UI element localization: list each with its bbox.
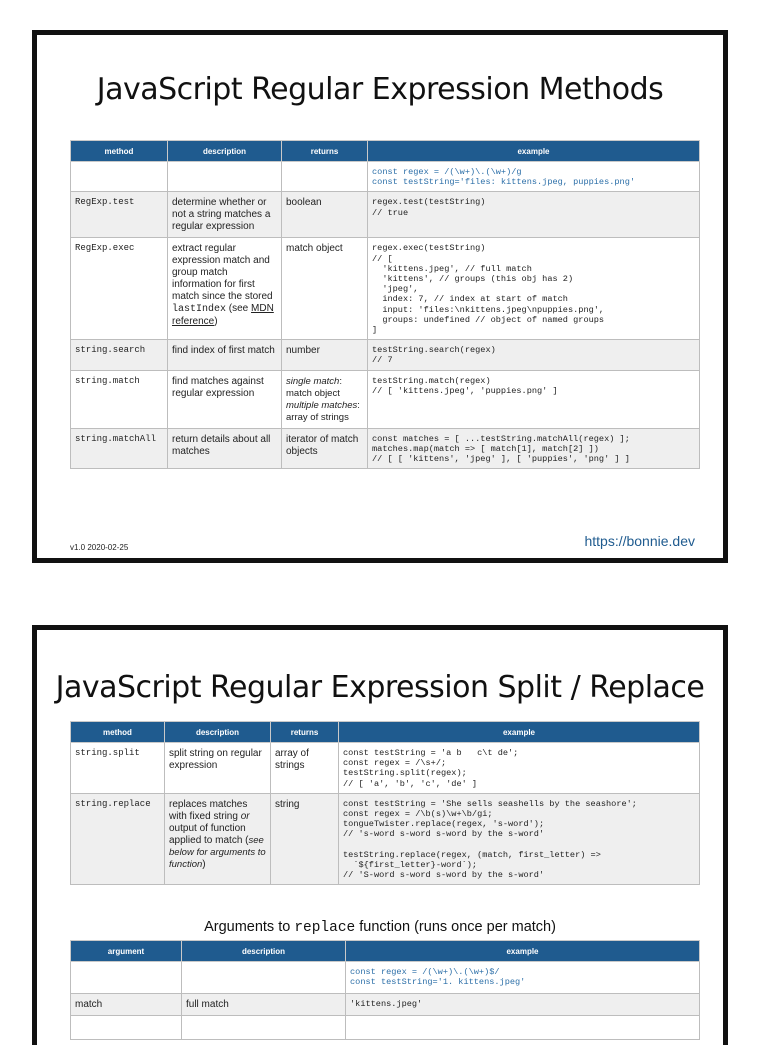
column-header-returns: returns [282, 141, 368, 162]
method-returns: match object [282, 238, 368, 340]
method-description: find index of first match [168, 340, 282, 370]
table-row [71, 962, 700, 994]
example-code: testString.search(regex) [372, 345, 496, 356]
column-header-returns: returns [271, 722, 339, 743]
method-name: string.matchAll [71, 428, 168, 469]
example-code: const testString = 'a b c\t de'; const regex = /\s+/; testString.split(regex); [343, 748, 519, 779]
column-header-example: example [368, 141, 700, 162]
example-comment: // [ 'a', 'b', 'c', 'de' ] [343, 778, 478, 789]
intro-code: const regex = /(\w+)\.(\w+)$/ const testString='1. kittens.jpeg' [350, 967, 526, 988]
argument-example: 'kittens.jpeg' [350, 999, 423, 1009]
argument-description: full match [182, 994, 346, 1016]
example-comment: // [ 'kittens.jpeg', 'puppies.png' ] [372, 385, 558, 396]
argument-name: match [71, 994, 182, 1016]
replace-arguments-table [70, 940, 700, 1040]
column-header-example: example [339, 722, 700, 743]
method-description: replaces matches with fixed string or output of function applied to match (see below for arguments to function) [165, 793, 271, 884]
method-returns: number [282, 340, 368, 370]
column-header-description: description [168, 141, 282, 162]
example-code: testString.replace(regex, (match, first_letter) => `${first_letter}-word`); [343, 849, 601, 870]
column-header-argument: argument [71, 941, 182, 962]
split-replace-table [70, 721, 700, 885]
column-header-method: method [71, 141, 168, 162]
method-returns: single match: match object multiple matches: array of strings [282, 370, 368, 428]
example-code: regex.exec(testString) [372, 243, 486, 254]
method-description: determine whether or not a string matches a regular expression [168, 192, 282, 238]
table-row [71, 370, 700, 428]
slide-title: JavaScript Regular Expression Split / Replace [55, 670, 705, 705]
method-description: extract regular expression match and group match information for first match since the stored lastIndex (see MDN reference) [168, 238, 282, 340]
intro-code: const regex = /(\w+)\.(\w+)/g const testString='files: kittens.jpeg, puppies.png' [372, 167, 636, 188]
method-description: split string on regular expression [165, 743, 271, 794]
example-code: const testString = 'She sells seashells by the seashore'; const regex = /\b(s)\w+\b/gi; tongueTwister.replace(regex, 's-word'); [343, 798, 637, 830]
example-comment: // true [372, 207, 409, 218]
table-row [71, 994, 700, 1016]
methods-table [70, 140, 700, 469]
example-comment: // 7 [372, 355, 393, 366]
method-description: find matches against regular expression [168, 370, 282, 428]
table-header-row [71, 941, 700, 962]
method-name: RegExp.exec [71, 238, 168, 340]
table-header-row [71, 722, 700, 743]
method-returns: string [271, 793, 339, 884]
example-code: const matches = [ ...testString.matchAll(regex) ]; matches.map(match => [ match[1], match[2] ]) [372, 433, 630, 454]
method-returns: iterator of match objects [282, 428, 368, 469]
table-row [71, 192, 700, 238]
table-row [71, 162, 700, 192]
slide-split-replace [32, 625, 728, 1045]
column-header-example: example [346, 941, 700, 962]
slide-title: JavaScript Regular Expression Methods [96, 72, 664, 107]
table-row [71, 743, 700, 794]
method-name: string.search [71, 340, 168, 370]
mdn-reference-link[interactable]: MDN reference [172, 303, 274, 328]
table-row [71, 340, 700, 370]
example-code: testString.match(regex) [372, 375, 491, 386]
table-row [71, 1016, 700, 1040]
example-comment: // 's-word s-word s-word by the s-word' [343, 829, 545, 840]
version-label: v1.0 2020-02-25 [70, 543, 129, 552]
example-comment: // [ [ 'kittens', 'jpeg' ], [ 'puppies', 'png' ] ] [372, 454, 630, 465]
table-header-row [71, 141, 700, 162]
method-name: string.match [71, 370, 168, 428]
method-name: string.split [71, 743, 165, 794]
site-url[interactable]: https://bonnie.dev [584, 533, 695, 549]
slide-regex-methods [32, 30, 728, 563]
table-row [71, 793, 700, 884]
method-description: return details about all matches [168, 428, 282, 469]
table-row [71, 428, 700, 469]
example-code: regex.test(testString) [372, 197, 486, 208]
column-header-description: description [182, 941, 346, 962]
table-row [71, 238, 700, 340]
method-returns: array of strings [271, 743, 339, 794]
column-header-method: method [71, 722, 165, 743]
example-comment: // 'S-word s-word s-word by the s-word' [343, 870, 545, 881]
example-comment: // [ 'kittens.jpeg', // full match 'kittens', // groups (this obj has 2) 'jpeg', index: 7, // index at start of match input: 'files:\nkittens.jpeg\npuppies.png', groups: undefined // object of named groups ] [372, 253, 605, 336]
method-returns: boolean [282, 192, 368, 238]
replace-arguments-heading: Arguments to replace function (runs once per match) [204, 919, 556, 936]
column-header-description: description [165, 722, 271, 743]
method-name: string.replace [71, 793, 165, 884]
method-name: RegExp.test [71, 192, 168, 238]
